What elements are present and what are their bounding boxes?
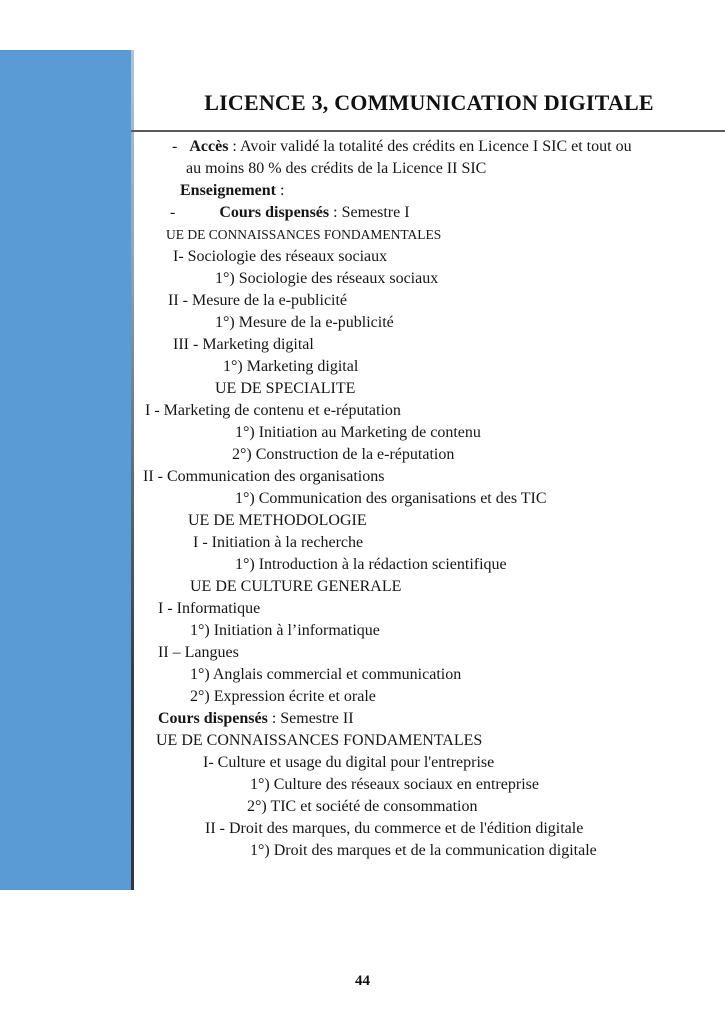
line-text: -: [172, 138, 190, 155]
course-list: [133, 136, 725, 862]
document-line: [133, 510, 725, 532]
line-text: 1°) Culture des réseaux sociaux en entreprise: [250, 776, 539, 793]
document-line: [133, 400, 725, 422]
document-line: [133, 488, 725, 510]
line-text: 1°) Sociologie des réseaux sociaux: [215, 270, 439, 287]
line-text: II – Langues: [158, 644, 239, 661]
document-line: [133, 422, 725, 444]
line-text: : Semestre I: [329, 204, 410, 221]
line-text: I- Culture et usage du digital pour l'entreprise: [203, 754, 495, 771]
document-line: [133, 752, 725, 774]
document-line: [133, 312, 725, 334]
document-line: [133, 180, 725, 202]
document-line: [133, 356, 725, 378]
line-text-bold: Accès: [189, 138, 229, 155]
line-text: I - Initiation à la recherche: [193, 534, 364, 551]
document-line: [133, 466, 725, 488]
line-text: 1°) Marketing digital: [223, 358, 359, 375]
document-line: [133, 554, 725, 576]
line-text: II - Mesure de la e-publicité: [168, 292, 348, 309]
line-text-bold: Cours dispensés: [158, 710, 268, 727]
document-line: [133, 642, 725, 664]
document-line: [133, 708, 725, 730]
title-divider: [131, 130, 725, 132]
line-text: au moins 80 % des crédits de la Licence II SIC: [186, 160, 487, 177]
line-text: :: [276, 182, 285, 199]
document-line: [133, 202, 725, 224]
line-text: : Semestre II: [267, 710, 354, 727]
document-line: [133, 246, 725, 268]
document-line: [133, 598, 725, 620]
line-text: -: [170, 204, 220, 221]
page-number: 44: [355, 973, 370, 989]
line-text: 1°) Mesure de la e-publicité: [215, 314, 394, 331]
line-text: UE DE CULTURE GENERALE: [190, 578, 402, 595]
line-text: III - Marketing digital: [173, 336, 314, 353]
document-line: [133, 840, 725, 862]
page-title: LICENCE 3, COMMUNICATION DIGITALE: [204, 90, 654, 115]
document-line: [133, 664, 725, 686]
line-text: 1°) Initiation à l’informatique: [190, 622, 380, 639]
line-text: 2°) TIC et société de consommation: [247, 798, 478, 815]
line-text: 2°) Expression écrite et orale: [190, 688, 376, 705]
line-text-bold: Enseignement: [180, 182, 276, 199]
line-text: 1°) Anglais commercial et communication: [190, 666, 462, 683]
line-text: 1°) Droit des marques et de la communication digitale: [250, 842, 597, 859]
line-text: UE DE METHODOLOGIE: [188, 512, 367, 529]
document-line: [133, 136, 725, 158]
line-text: : Avoir validé la totalité des crédits en Licence I SIC et tout ou: [228, 138, 632, 155]
line-text: I - Informatique: [158, 600, 261, 617]
line-text: II - Communication des organisations: [143, 468, 385, 485]
document-line: [133, 818, 725, 840]
line-text: I- Sociologie des réseaux sociaux: [173, 248, 388, 265]
document-line: [133, 686, 725, 708]
line-text: I - Marketing de contenu et e-réputation: [145, 402, 401, 419]
document-line: [133, 158, 725, 180]
line-text-bold: Cours dispensés: [219, 204, 330, 221]
document-line: [133, 268, 725, 290]
document-line: [133, 730, 725, 752]
document-line: [133, 378, 725, 400]
blue-sidebar-block: [0, 50, 131, 890]
line-text: 1°) Introduction à la rédaction scientifique: [235, 556, 507, 573]
line-text: 2°) Construction de la e-réputation: [232, 446, 455, 463]
document-line: [133, 774, 725, 796]
document-line: [133, 334, 725, 356]
line-text: UE DE CONNAISSANCES FONDAMENTALES: [156, 732, 483, 749]
line-text: UE DE CONNAISSANCES FONDAMENTALES: [166, 227, 442, 242]
document-line: [133, 224, 725, 246]
line-text: 1°) Initiation au Marketing de contenu: [235, 424, 481, 441]
document-line: [133, 532, 725, 554]
document-line: [133, 796, 725, 818]
line-text: 1°) Communication des organisations et des TIC: [235, 490, 547, 507]
document-line: [133, 444, 725, 466]
document-line: [133, 290, 725, 312]
document-line: [133, 620, 725, 642]
line-text: UE DE SPECIALITE: [215, 380, 356, 397]
document-line: [133, 576, 725, 598]
line-text: II - Droit des marques, du commerce et de l'édition digitale: [205, 820, 584, 837]
